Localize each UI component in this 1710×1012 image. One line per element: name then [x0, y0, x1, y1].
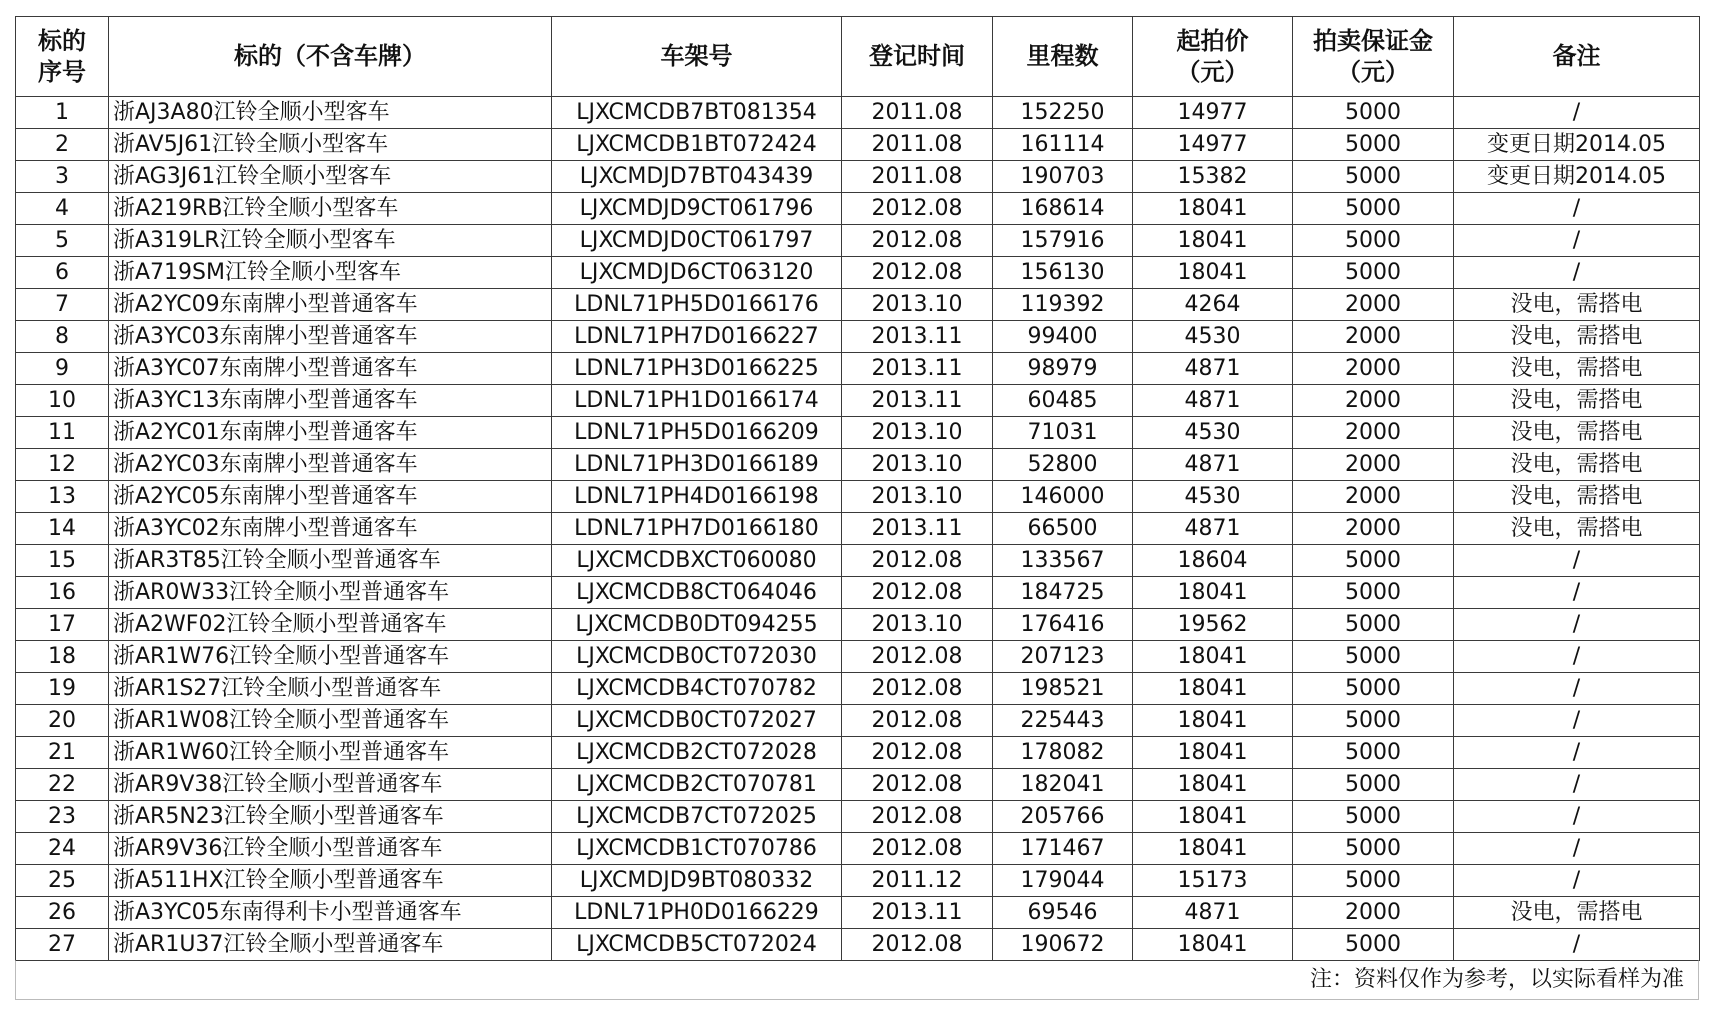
cell-lot-number: 12 [16, 449, 109, 481]
header-text: 备注 [1552, 42, 1601, 70]
cell-registration-date: 2012.08 [842, 801, 993, 833]
cell-vin: LJXCMCDB7CT072025 [552, 801, 842, 833]
cell-deposit: 5000 [1293, 545, 1454, 577]
cell-vehicle: 浙AR1W60江铃全顺小型普通客车 [109, 737, 552, 769]
cell-remarks: 变更日期2014.05 [1454, 129, 1700, 161]
cell-mileage: 99400 [993, 321, 1133, 353]
cell-remarks: / [1454, 801, 1700, 833]
cell-remarks: 没电，需搭电 [1454, 289, 1700, 321]
cell-vin: LJXCMCDB0CT072027 [552, 705, 842, 737]
cell-starting-price: 18041 [1133, 929, 1293, 961]
table-row [16, 481, 1700, 513]
header-text: 标的（不含车牌） [234, 42, 426, 70]
cell-remarks: / [1454, 609, 1700, 641]
cell-starting-price: 14977 [1133, 97, 1293, 129]
cell-vin: LJXCMCDB0CT072030 [552, 641, 842, 673]
cell-vehicle: 浙A2YC01东南牌小型普通客车 [109, 417, 552, 449]
cell-starting-price: 18604 [1133, 545, 1293, 577]
cell-lot-number: 11 [16, 417, 109, 449]
cell-lot-number: 8 [16, 321, 109, 353]
footnote-row [15, 960, 1699, 1000]
cell-starting-price: 18041 [1133, 673, 1293, 705]
cell-registration-date: 2012.08 [842, 769, 993, 801]
cell-remarks: / [1454, 193, 1700, 225]
cell-lot-number: 2 [16, 129, 109, 161]
cell-vin: LDNL71PH5D0166209 [552, 417, 842, 449]
cell-deposit: 5000 [1293, 801, 1454, 833]
cell-deposit: 5000 [1293, 929, 1454, 961]
cell-vehicle: 浙A719SM江铃全顺小型客车 [109, 257, 552, 289]
cell-registration-date: 2012.08 [842, 641, 993, 673]
cell-registration-date: 2011.08 [842, 161, 993, 193]
cell-registration-date: 2012.08 [842, 545, 993, 577]
cell-lot-number: 6 [16, 257, 109, 289]
cell-mileage: 184725 [993, 577, 1133, 609]
cell-remarks: 没电，需搭电 [1454, 481, 1700, 513]
cell-lot-number: 27 [16, 929, 109, 961]
cell-vin: LDNL71PH1D0166174 [552, 385, 842, 417]
cell-deposit: 2000 [1293, 897, 1454, 929]
cell-deposit: 5000 [1293, 577, 1454, 609]
cell-vehicle: 浙AG3J61江铃全顺小型客车 [109, 161, 552, 193]
cell-registration-date: 2013.11 [842, 353, 993, 385]
cell-vehicle: 浙AR1W76江铃全顺小型普通客车 [109, 641, 552, 673]
cell-registration-date: 2013.10 [842, 289, 993, 321]
cell-vehicle: 浙AR5N23江铃全顺小型普通客车 [109, 801, 552, 833]
cell-lot-number: 14 [16, 513, 109, 545]
header-text: 标的 [38, 26, 86, 55]
cell-vin: LDNL71PH4D0166198 [552, 481, 842, 513]
cell-vin: LDNL71PH3D0166189 [552, 449, 842, 481]
cell-vehicle: 浙AR0W33江铃全顺小型普通客车 [109, 577, 552, 609]
header-deposit [1293, 17, 1454, 97]
cell-deposit: 2000 [1293, 417, 1454, 449]
cell-registration-date: 2012.08 [842, 929, 993, 961]
table-row [16, 193, 1700, 225]
cell-vehicle: 浙A2YC05东南牌小型普通客车 [109, 481, 552, 513]
cell-mileage: 69546 [993, 897, 1133, 929]
cell-starting-price: 19562 [1133, 609, 1293, 641]
cell-deposit: 5000 [1293, 609, 1454, 641]
header-remarks [1454, 17, 1700, 97]
cell-registration-date: 2013.10 [842, 481, 993, 513]
table-row [16, 353, 1700, 385]
cell-deposit: 2000 [1293, 289, 1454, 321]
table-row [16, 865, 1700, 897]
header-text: 登记时间 [869, 42, 965, 70]
cell-vehicle: 浙A219RB江铃全顺小型客车 [109, 193, 552, 225]
cell-starting-price: 18041 [1133, 801, 1293, 833]
cell-vehicle: 浙A2YC03东南牌小型普通客车 [109, 449, 552, 481]
cell-vin: LDNL71PH5D0166176 [552, 289, 842, 321]
cell-vin: LJXCMDJD9CT061796 [552, 193, 842, 225]
cell-starting-price: 18041 [1133, 257, 1293, 289]
cell-starting-price: 18041 [1133, 833, 1293, 865]
cell-deposit: 5000 [1293, 769, 1454, 801]
header-lot-number [16, 17, 109, 97]
cell-vin: LDNL71PH7D0166227 [552, 321, 842, 353]
cell-mileage: 182041 [993, 769, 1133, 801]
cell-registration-date: 2012.08 [842, 737, 993, 769]
cell-lot-number: 20 [16, 705, 109, 737]
cell-deposit: 2000 [1293, 353, 1454, 385]
cell-lot-number: 17 [16, 609, 109, 641]
cell-lot-number: 24 [16, 833, 109, 865]
header-mileage [993, 17, 1133, 97]
cell-mileage: 225443 [993, 705, 1133, 737]
cell-deposit: 5000 [1293, 737, 1454, 769]
cell-lot-number: 23 [16, 801, 109, 833]
header-starting-price [1133, 17, 1293, 97]
cell-vin: LJXCMDJD0CT061797 [552, 225, 842, 257]
cell-vin: LDNL71PH7D0166180 [552, 513, 842, 545]
cell-mileage: 152250 [993, 97, 1133, 129]
cell-remarks: / [1454, 257, 1700, 289]
cell-lot-number: 1 [16, 97, 109, 129]
cell-mileage: 71031 [993, 417, 1133, 449]
cell-vehicle: 浙A3YC02东南牌小型普通客车 [109, 513, 552, 545]
cell-starting-price: 18041 [1133, 769, 1293, 801]
cell-remarks: / [1454, 673, 1700, 705]
cell-remarks: / [1454, 641, 1700, 673]
cell-mileage: 119392 [993, 289, 1133, 321]
cell-lot-number: 4 [16, 193, 109, 225]
cell-lot-number: 16 [16, 577, 109, 609]
cell-starting-price: 4530 [1133, 481, 1293, 513]
cell-starting-price: 14977 [1133, 129, 1293, 161]
cell-vehicle: 浙AJ3A80江铃全顺小型客车 [109, 97, 552, 129]
cell-registration-date: 2013.11 [842, 513, 993, 545]
cell-registration-date: 2013.11 [842, 385, 993, 417]
cell-mileage: 157916 [993, 225, 1133, 257]
cell-starting-price: 4871 [1133, 449, 1293, 481]
table-row [16, 257, 1700, 289]
cell-starting-price: 4530 [1133, 321, 1293, 353]
cell-lot-number: 9 [16, 353, 109, 385]
cell-mileage: 133567 [993, 545, 1133, 577]
table-row [16, 449, 1700, 481]
header-text: （元） [1176, 57, 1249, 86]
cell-deposit: 2000 [1293, 513, 1454, 545]
auction-vehicle-table [15, 16, 1700, 961]
cell-mileage: 198521 [993, 673, 1133, 705]
cell-vin: LJXCMCDB4CT070782 [552, 673, 842, 705]
cell-registration-date: 2012.08 [842, 833, 993, 865]
table-row [16, 289, 1700, 321]
table-row [16, 417, 1700, 449]
cell-vin: LJXCMCDB2CT070781 [552, 769, 842, 801]
header-vin [552, 17, 842, 97]
cell-lot-number: 25 [16, 865, 109, 897]
table-row [16, 801, 1700, 833]
cell-deposit: 5000 [1293, 193, 1454, 225]
cell-vehicle: 浙A319LR江铃全顺小型客车 [109, 225, 552, 257]
cell-lot-number: 22 [16, 769, 109, 801]
table-row [16, 129, 1700, 161]
table-row [16, 769, 1700, 801]
cell-vin: LDNL71PH3D0166225 [552, 353, 842, 385]
footnote: 注：资料仅作为参考，以实际看样为准 [1309, 967, 1684, 992]
cell-vehicle: 浙A3YC03东南牌小型普通客车 [109, 321, 552, 353]
cell-remarks: 没电，需搭电 [1454, 321, 1700, 353]
cell-registration-date: 2012.08 [842, 705, 993, 737]
table-row [16, 321, 1700, 353]
cell-vehicle: 浙AR1S27江铃全顺小型普通客车 [109, 673, 552, 705]
cell-mileage: 190672 [993, 929, 1133, 961]
cell-deposit: 2000 [1293, 385, 1454, 417]
cell-mileage: 176416 [993, 609, 1133, 641]
cell-starting-price: 15382 [1133, 161, 1293, 193]
cell-mileage: 146000 [993, 481, 1133, 513]
cell-registration-date: 2012.08 [842, 257, 993, 289]
cell-mileage: 190703 [993, 161, 1133, 193]
cell-remarks: 没电，需搭电 [1454, 449, 1700, 481]
cell-lot-number: 21 [16, 737, 109, 769]
cell-mileage: 156130 [993, 257, 1133, 289]
cell-starting-price: 18041 [1133, 193, 1293, 225]
cell-vehicle: 浙AR9V38江铃全顺小型普通客车 [109, 769, 552, 801]
cell-vehicle: 浙A2WF02江铃全顺小型普通客车 [109, 609, 552, 641]
table-row [16, 897, 1700, 929]
table-row [16, 513, 1700, 545]
cell-registration-date: 2011.08 [842, 129, 993, 161]
cell-starting-price: 15173 [1133, 865, 1293, 897]
header-text: 序号 [38, 57, 86, 86]
cell-registration-date: 2012.08 [842, 193, 993, 225]
cell-mileage: 207123 [993, 641, 1133, 673]
cell-registration-date: 2013.10 [842, 417, 993, 449]
cell-registration-date: 2012.08 [842, 225, 993, 257]
table-row [16, 97, 1700, 129]
cell-starting-price: 18041 [1133, 705, 1293, 737]
header-registration-date [842, 17, 993, 97]
table-row [16, 609, 1700, 641]
cell-lot-number: 15 [16, 545, 109, 577]
cell-vehicle: 浙AR3T85江铃全顺小型普通客车 [109, 545, 552, 577]
cell-remarks: / [1454, 97, 1700, 129]
cell-vin: LJXCMDJD7BT043439 [552, 161, 842, 193]
cell-registration-date: 2011.08 [842, 97, 993, 129]
table-body [16, 97, 1700, 961]
cell-vehicle: 浙A3YC05东南得利卡小型普通客车 [109, 897, 552, 929]
cell-remarks: 没电，需搭电 [1454, 385, 1700, 417]
cell-starting-price: 18041 [1133, 641, 1293, 673]
table-row [16, 161, 1700, 193]
cell-vin: LJXCMCDB8CT064046 [552, 577, 842, 609]
cell-deposit: 5000 [1293, 129, 1454, 161]
cell-deposit: 5000 [1293, 833, 1454, 865]
cell-registration-date: 2013.10 [842, 449, 993, 481]
header-row [16, 17, 1700, 97]
table-row [16, 833, 1700, 865]
cell-registration-date: 2013.10 [842, 609, 993, 641]
cell-mileage: 60485 [993, 385, 1133, 417]
table-row [16, 577, 1700, 609]
cell-deposit: 5000 [1293, 705, 1454, 737]
cell-starting-price: 4871 [1133, 353, 1293, 385]
cell-deposit: 5000 [1293, 865, 1454, 897]
cell-remarks: / [1454, 225, 1700, 257]
cell-remarks: / [1454, 705, 1700, 737]
cell-deposit: 5000 [1293, 225, 1454, 257]
cell-starting-price: 18041 [1133, 225, 1293, 257]
cell-vin: LJXCMCDB0DT094255 [552, 609, 842, 641]
cell-lot-number: 19 [16, 673, 109, 705]
table-row [16, 545, 1700, 577]
cell-mileage: 98979 [993, 353, 1133, 385]
cell-mileage: 179044 [993, 865, 1133, 897]
cell-starting-price: 18041 [1133, 737, 1293, 769]
table-row [16, 225, 1700, 257]
cell-starting-price: 4530 [1133, 417, 1293, 449]
cell-lot-number: 3 [16, 161, 109, 193]
cell-vin: LJXCMCDB7BT081354 [552, 97, 842, 129]
cell-vehicle: 浙A2YC09东南牌小型普通客车 [109, 289, 552, 321]
cell-registration-date: 2012.08 [842, 673, 993, 705]
table-row [16, 737, 1700, 769]
cell-starting-price: 4871 [1133, 897, 1293, 929]
cell-mileage: 161114 [993, 129, 1133, 161]
cell-remarks: 变更日期2014.05 [1454, 161, 1700, 193]
cell-lot-number: 7 [16, 289, 109, 321]
cell-remarks: 没电，需搭电 [1454, 353, 1700, 385]
table-row [16, 673, 1700, 705]
cell-remarks: 没电，需搭电 [1454, 513, 1700, 545]
table-row [16, 641, 1700, 673]
header-text: 起拍价 [1176, 26, 1249, 55]
cell-deposit: 5000 [1293, 641, 1454, 673]
cell-remarks: 没电，需搭电 [1454, 417, 1700, 449]
cell-mileage: 171467 [993, 833, 1133, 865]
cell-starting-price: 4871 [1133, 513, 1293, 545]
cell-remarks: / [1454, 577, 1700, 609]
cell-vin: LJXCMDJD9BT080332 [552, 865, 842, 897]
cell-starting-price: 4264 [1133, 289, 1293, 321]
cell-remarks: / [1454, 833, 1700, 865]
cell-vin: LJXCMDJD6CT063120 [552, 257, 842, 289]
cell-vehicle: 浙AR9V36江铃全顺小型普通客车 [109, 833, 552, 865]
cell-mileage: 52800 [993, 449, 1133, 481]
cell-vin: LDNL71PH0D0166229 [552, 897, 842, 929]
cell-vehicle: 浙A3YC07东南牌小型普通客车 [109, 353, 552, 385]
cell-starting-price: 4871 [1133, 385, 1293, 417]
cell-remarks: / [1454, 865, 1700, 897]
cell-lot-number: 5 [16, 225, 109, 257]
cell-deposit: 2000 [1293, 321, 1454, 353]
vehicle-table [15, 16, 1700, 961]
cell-vin: LJXCMCDB1CT070786 [552, 833, 842, 865]
table-row [16, 929, 1700, 961]
cell-deposit: 2000 [1293, 481, 1454, 513]
cell-vehicle: 浙A3YC13东南牌小型普通客车 [109, 385, 552, 417]
cell-lot-number: 18 [16, 641, 109, 673]
cell-starting-price: 18041 [1133, 577, 1293, 609]
header-text: 里程数 [1026, 42, 1099, 70]
cell-remarks: / [1454, 737, 1700, 769]
cell-remarks: / [1454, 929, 1700, 961]
cell-vehicle: 浙AV5J61江铃全顺小型客车 [109, 129, 552, 161]
cell-registration-date: 2013.11 [842, 897, 993, 929]
cell-vehicle: 浙AR1U37江铃全顺小型普通客车 [109, 929, 552, 961]
cell-remarks: / [1454, 769, 1700, 801]
cell-deposit: 5000 [1293, 161, 1454, 193]
cell-deposit: 5000 [1293, 257, 1454, 289]
cell-registration-date: 2011.12 [842, 865, 993, 897]
cell-vehicle: 浙AR1W08江铃全顺小型普通客车 [109, 705, 552, 737]
header-text: （元） [1337, 57, 1409, 86]
cell-vin: LJXCMCDB5CT072024 [552, 929, 842, 961]
table-row [16, 705, 1700, 737]
cell-vin: LJXCMCDB2CT072028 [552, 737, 842, 769]
cell-remarks: / [1454, 545, 1700, 577]
cell-vehicle: 浙A511HX江铃全顺小型普通客车 [109, 865, 552, 897]
cell-remarks: 没电，需搭电 [1454, 897, 1700, 929]
cell-lot-number: 26 [16, 897, 109, 929]
cell-deposit: 5000 [1293, 673, 1454, 705]
header-text: 拍卖保证金 [1313, 26, 1433, 55]
cell-deposit: 2000 [1293, 449, 1454, 481]
cell-mileage: 205766 [993, 801, 1133, 833]
cell-mileage: 178082 [993, 737, 1133, 769]
cell-mileage: 66500 [993, 513, 1133, 545]
cell-registration-date: 2013.11 [842, 321, 993, 353]
cell-registration-date: 2012.08 [842, 577, 993, 609]
cell-vin: LJXCMCDB1BT072424 [552, 129, 842, 161]
table-row [16, 385, 1700, 417]
cell-deposit: 5000 [1293, 97, 1454, 129]
header-vehicle [109, 17, 552, 97]
header-text: 车架号 [660, 42, 733, 70]
cell-lot-number: 10 [16, 385, 109, 417]
cell-vin: LJXCMCDBXCT060080 [552, 545, 842, 577]
cell-mileage: 168614 [993, 193, 1133, 225]
cell-lot-number: 13 [16, 481, 109, 513]
